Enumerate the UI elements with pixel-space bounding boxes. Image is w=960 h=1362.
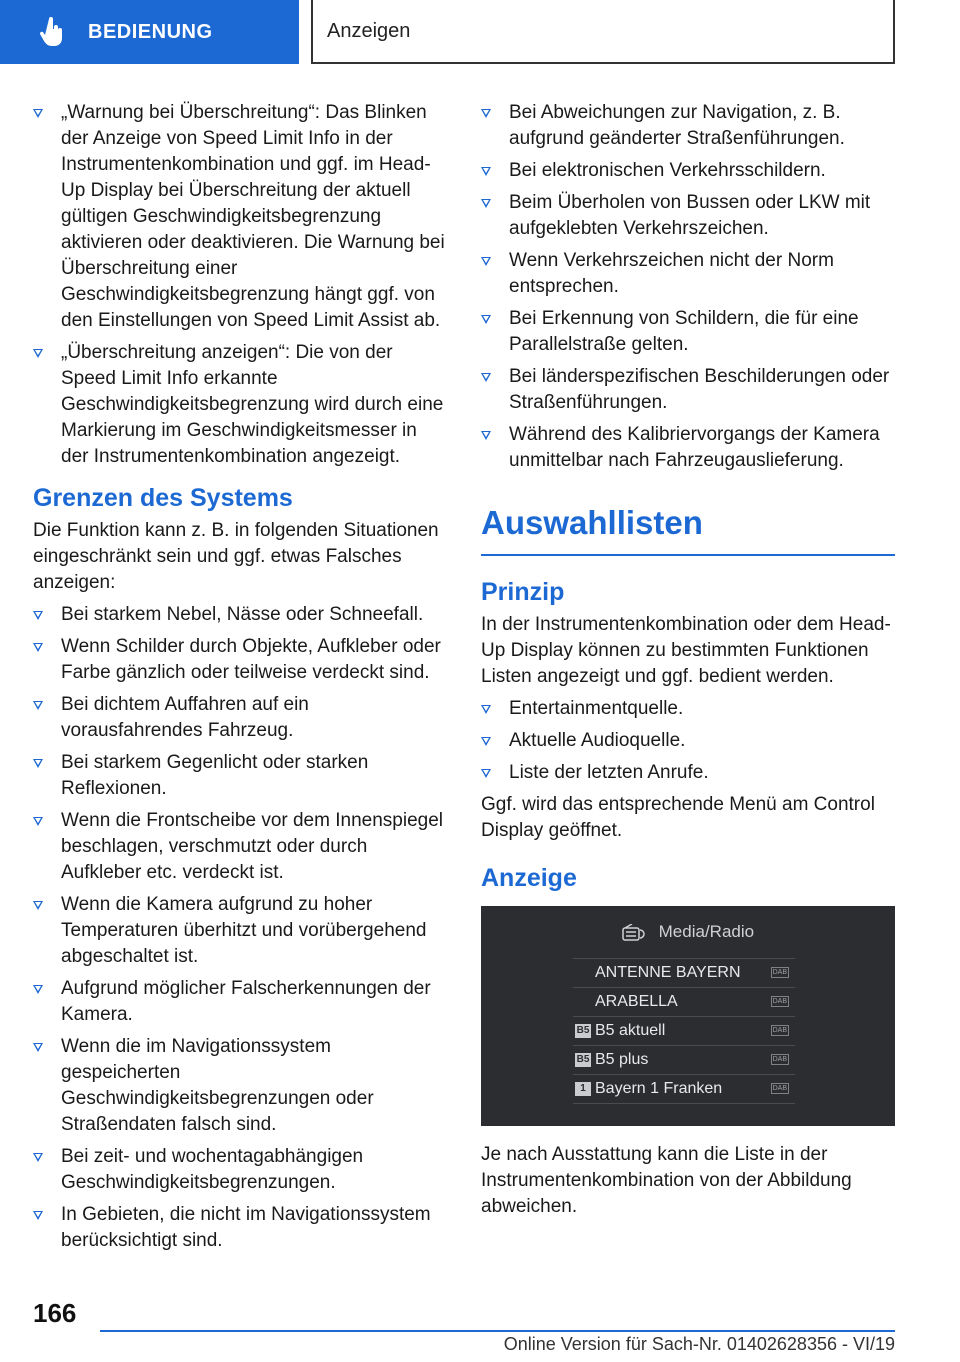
list-item-text: Aufgrund möglicher Falscherkennungen der Kamera.: [61, 978, 431, 1025]
list-item: [33, 1144, 448, 1196]
list-item-text: Wenn die Frontscheibe vor dem Innenspiegel beschlagen, verschmutzt oder durch Aufkleber etc. verdeckt ist.: [61, 810, 443, 883]
main-heading: Auswahllisten: [481, 504, 703, 541]
bullet-triangle-icon: [33, 1211, 43, 1220]
section-tab-label: BEDIENUNG: [88, 20, 213, 43]
footer-note: Online Version für Sach-Nr. 01402628356 - VI/19: [503, 1334, 895, 1354]
station-row[interactable]: [573, 958, 795, 988]
list-item-text: Entertainmentquelle.: [509, 698, 684, 719]
list-item: [33, 808, 448, 886]
dab-badge: DAB: [772, 1085, 787, 1092]
list-item-text: „Überschreitung anzeigen“: Die von der Speed Limit Info erkannte Geschwindigkeitsbegrenzung wird durch eine Markierung im Geschwindigkeitsmesser in der Instrumentenkombination angezeigt.: [61, 342, 444, 467]
principle-after-text: Ggf. wird das entsprechende Menü am Control Display geöffnet.: [481, 794, 875, 841]
list-item-text: Bei dichtem Auffahren auf ein vorausfahrendes Fahrzeug.: [61, 694, 309, 741]
list-item: [33, 976, 448, 1028]
dab-badge: DAB: [772, 1056, 787, 1063]
station-row[interactable]: [573, 1017, 795, 1046]
list-item-text: Wenn die Kamera aufgrund zu hoher Temperaturen überhitzt und vorübergehend abgeschaltet ist.: [61, 894, 427, 967]
limits-bullet-list: [33, 602, 448, 1254]
section-tab: [0, 0, 299, 64]
dab-badge: DAB: [772, 1027, 787, 1034]
chapter-box: [311, 0, 895, 64]
settings-bullet-list: [33, 100, 448, 470]
bullet-triangle-icon: [33, 759, 43, 768]
list-item: [481, 248, 895, 300]
media-radio-title: Media/Radio: [658, 922, 755, 941]
station-row[interactable]: [573, 988, 795, 1017]
page-number: 166: [33, 1298, 77, 1328]
list-item: [481, 422, 895, 474]
station-name: Bayern 1 Franken: [595, 1080, 723, 1097]
chapter-title: Anzeigen: [327, 19, 411, 42]
list-item: [481, 100, 895, 152]
list-item-text: Während des Kalibriervorgangs der Kamera unmittelbar nach Fahrzeugauslieferung.: [509, 424, 880, 471]
list-types-bullet-list: [481, 696, 895, 786]
list-item-text: Beim Überholen von Bussen oder LKW mit aufgeklebten Verkehrszeichen.: [509, 192, 871, 239]
bullet-triangle-icon: [33, 985, 43, 994]
left-column: [33, 100, 448, 1260]
list-item: [481, 696, 895, 722]
media-radio-header: [481, 922, 895, 942]
station-list: [573, 958, 795, 1104]
bullet-triangle-icon: [33, 349, 43, 358]
station-logo-icon: B5: [576, 1025, 590, 1036]
bullet-triangle-icon: [481, 109, 491, 118]
list-item: [33, 602, 448, 628]
bullet-triangle-icon: [481, 737, 491, 746]
list-item: [481, 728, 895, 754]
list-item: [481, 158, 895, 184]
limits-bullet-list-continued: [481, 100, 895, 474]
station-logo-icon: 1: [575, 1082, 591, 1096]
bullet-triangle-icon: [33, 817, 43, 826]
list-item-text: „Warnung bei Überschreitung“: Das Blinken der Anzeige von Speed Limit Info in der Instrumentenkombination und ggf. im Head-Up Display bei Überschreitung der aktuell gültigen Geschwindigkeitsbegrenzung aktivieren oder deaktivieren. Die Warnung bei Überschreitung einer Geschwindigkeitsbegrenzung hängt ggf. von den Einstellungen von Speed Limit Assist ab.: [61, 102, 445, 331]
dab-badge: DAB: [772, 969, 787, 976]
footer-rule: [100, 1330, 895, 1332]
list-item: [33, 634, 448, 686]
list-item: [33, 100, 448, 334]
list-item: [33, 1202, 448, 1254]
bullet-triangle-icon: [481, 769, 491, 778]
station-logo-icon: B5: [576, 1054, 590, 1065]
list-item-text: Bei starkem Nebel, Nässe oder Schneefall.: [61, 604, 424, 625]
station-name: ARABELLA: [595, 993, 678, 1010]
list-item-text: Wenn Verkehrszeichen nicht der Norm entsprechen.: [509, 250, 834, 297]
limits-heading: Grenzen des Systems: [33, 484, 293, 512]
list-item: [33, 1034, 448, 1138]
list-item-text: Bei länderspezifischen Beschilderungen oder Straßenführungen.: [509, 366, 890, 413]
bullet-triangle-icon: [33, 611, 43, 620]
list-item-text: In Gebieten, die nicht im Navigationssystem berücksichtigt sind.: [61, 1204, 431, 1251]
station-name: ANTENNE BAYERN: [595, 964, 741, 981]
bullet-triangle-icon: [481, 705, 491, 714]
bullet-triangle-icon: [481, 431, 491, 440]
list-item: [33, 892, 448, 970]
media-radio-screenshot: [481, 906, 895, 1126]
bullet-triangle-icon: [33, 901, 43, 910]
list-item-text: Aktuelle Audioquelle.: [509, 730, 686, 751]
bullet-triangle-icon: [481, 373, 491, 382]
list-item-text: Bei Abweichungen zur Navigation, z. B. aufgrund geänderter Straßenführungen.: [509, 102, 845, 149]
list-item-text: Bei Erkennung von Schildern, die für eine Parallelstraße gelten.: [509, 308, 859, 355]
bullet-triangle-icon: [481, 167, 491, 176]
display-heading: Anzeige: [481, 864, 577, 892]
bullet-triangle-icon: [481, 257, 491, 266]
limits-intro: Die Funktion kann z. B. in folgenden Situationen eingeschränkt sein und ggf. etwas Falsches anzeigen:: [33, 520, 439, 593]
list-item: [481, 364, 895, 416]
principle-heading: Prinzip: [481, 578, 565, 606]
display-text: Je nach Ausstattung kann die Liste in der Instrumentenkombination von der Abbildung abweichen.: [481, 1144, 852, 1217]
bullet-triangle-icon: [33, 1153, 43, 1162]
list-item: [33, 340, 448, 470]
list-item: [481, 306, 895, 358]
list-item: [481, 190, 895, 242]
station-name: B5 plus: [595, 1051, 649, 1068]
list-item: [33, 750, 448, 802]
list-item-text: Wenn Schilder durch Objekte, Aufkleber oder Farbe gänzlich oder teilweise verdeckt sind.: [61, 636, 441, 683]
station-row[interactable]: [573, 1046, 795, 1075]
bullet-triangle-icon: [33, 643, 43, 652]
station-row[interactable]: [573, 1075, 795, 1104]
bullet-triangle-icon: [481, 199, 491, 208]
list-item: [481, 760, 895, 786]
bullet-triangle-icon: [33, 701, 43, 710]
list-item-text: Liste der letzten Anrufe.: [509, 762, 709, 783]
hand-pointer-icon: [40, 17, 66, 47]
principle-text: In der Instrumentenkombination oder dem Head-Up Display können zu bestimmten Funktionen Listen angezeigt und ggf. bedient werden.: [481, 614, 891, 687]
list-item: [33, 692, 448, 744]
right-column: [481, 100, 895, 1226]
heading-rule: [481, 554, 895, 556]
list-item-text: Bei elektronischen Verkehrsschildern.: [509, 160, 826, 181]
bullet-triangle-icon: [33, 109, 43, 118]
list-item-text: Bei starkem Gegenlicht oder starken Reflexionen.: [61, 752, 369, 799]
list-item-text: Bei zeit- und wochentagabhängigen Geschwindigkeitsbegrenzungen.: [61, 1146, 364, 1193]
dab-badge: DAB: [772, 998, 787, 1005]
bullet-triangle-icon: [481, 315, 491, 324]
media-radio-icon: [622, 924, 646, 942]
station-name: B5 aktuell: [595, 1022, 666, 1039]
list-item-text: Wenn die im Navigationssystem gespeicherten Geschwindigkeitsbegrenzungen oder Straßendaten falsch sind.: [61, 1036, 374, 1135]
bullet-triangle-icon: [33, 1043, 43, 1052]
